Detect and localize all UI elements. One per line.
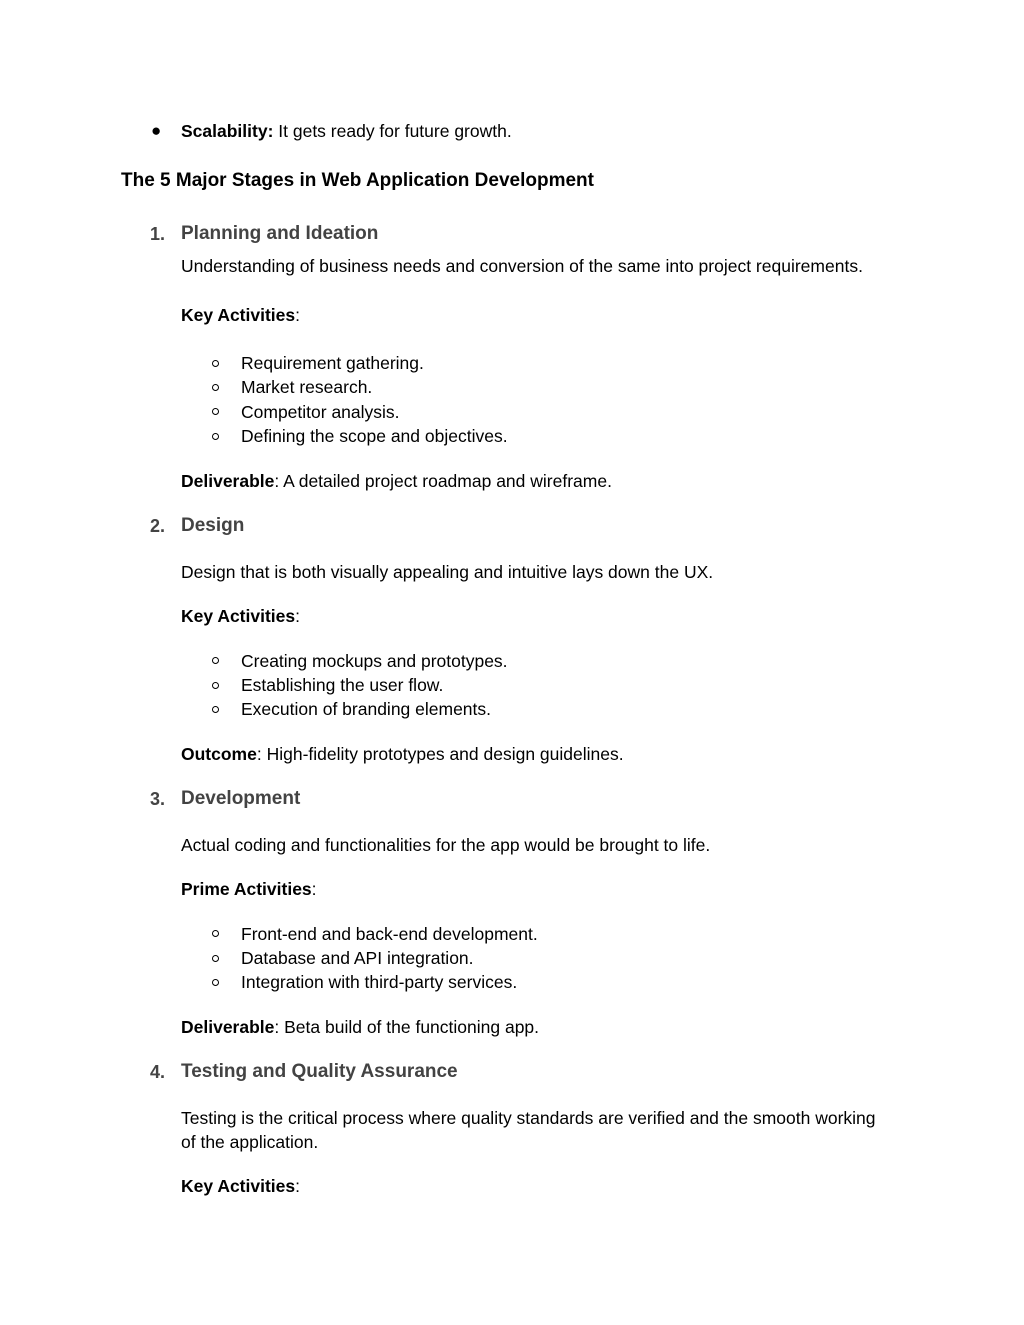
hollow-bullet-icon bbox=[212, 408, 219, 415]
hollow-bullet-icon bbox=[212, 384, 219, 391]
result-label: Outcome bbox=[181, 744, 257, 764]
result-label: Deliverable bbox=[181, 1017, 275, 1037]
stage-number: 4. bbox=[150, 1062, 166, 1082]
result-text: : A detailed project roadmap and wireframe. bbox=[274, 471, 612, 491]
stage-title: Testing and Quality Assurance bbox=[181, 1061, 458, 1082]
activity-item: Database and API integration. bbox=[241, 948, 474, 968]
activity-item: Integration with third-party services. bbox=[241, 972, 518, 992]
stage-title: Design bbox=[181, 515, 245, 536]
stage-number: 3. bbox=[150, 789, 166, 809]
activities-heading: Prime Activities: bbox=[181, 879, 317, 899]
hollow-bullet-icon bbox=[212, 706, 219, 713]
result-text: : High-fidelity prototypes and design guidelines. bbox=[256, 744, 624, 764]
stage-result bbox=[181, 469, 612, 493]
stage-number: 2. bbox=[150, 516, 166, 536]
hollow-bullet-icon bbox=[212, 360, 219, 367]
stage-description: Understanding of business needs and conversion of the same into project requirements. bbox=[181, 256, 863, 276]
hollow-bullet-icon bbox=[212, 433, 219, 440]
result-label: Deliverable bbox=[181, 471, 275, 491]
activity-item: Defining the scope and objectives. bbox=[241, 426, 508, 446]
activity-item: Execution of branding elements. bbox=[241, 699, 492, 719]
activities-heading: Key Activities: bbox=[181, 305, 301, 325]
activities-label: Key Activities bbox=[181, 305, 296, 325]
hollow-bullet-icon bbox=[212, 657, 219, 664]
activity-item: Competitor analysis. bbox=[241, 402, 400, 422]
activity-item: Requirement gathering. bbox=[241, 353, 424, 373]
intro-bullet-text: It gets ready for future growth. bbox=[273, 121, 512, 141]
stage-result bbox=[181, 1015, 539, 1039]
activity-item: Front-end and back-end development. bbox=[241, 924, 538, 944]
hollow-bullet-icon bbox=[212, 682, 219, 689]
result-text: : Beta build of the functioning app. bbox=[274, 1017, 540, 1037]
bullet-dot-icon: ● bbox=[151, 121, 162, 140]
activity-item: Creating mockups and prototypes. bbox=[241, 651, 508, 671]
section-title: The 5 Major Stages in Web Application Development bbox=[121, 170, 594, 191]
activities-label: Key Activities bbox=[181, 606, 296, 626]
hollow-bullet-icon bbox=[212, 930, 219, 937]
intro-bullet-term: Scalability: bbox=[181, 121, 274, 141]
stage-title: Planning and Ideation bbox=[181, 223, 379, 244]
stage-description: Testing is the critical process where quality standards are verified and the smooth working of the application. bbox=[181, 1108, 876, 1152]
hollow-bullet-icon bbox=[212, 979, 219, 986]
activities-label: Prime Activities bbox=[181, 879, 312, 899]
activities-label: Key Activities bbox=[181, 1176, 296, 1196]
stage-title: Development bbox=[181, 788, 301, 809]
activity-item: Establishing the user flow. bbox=[241, 675, 444, 695]
intro-bullet bbox=[181, 119, 512, 143]
activities-heading: Key Activities: bbox=[181, 606, 301, 626]
activities-heading: Key Activities: bbox=[181, 1176, 301, 1196]
activity-item: Market research. bbox=[241, 377, 373, 397]
stage-result bbox=[181, 742, 624, 766]
stage-description: Design that is both visually appealing and intuitive lays down the UX. bbox=[181, 562, 714, 582]
stage-number: 1. bbox=[150, 224, 166, 244]
hollow-bullet-icon bbox=[212, 955, 219, 962]
stage-description: Actual coding and functionalities for the app would be brought to life. bbox=[181, 835, 711, 855]
